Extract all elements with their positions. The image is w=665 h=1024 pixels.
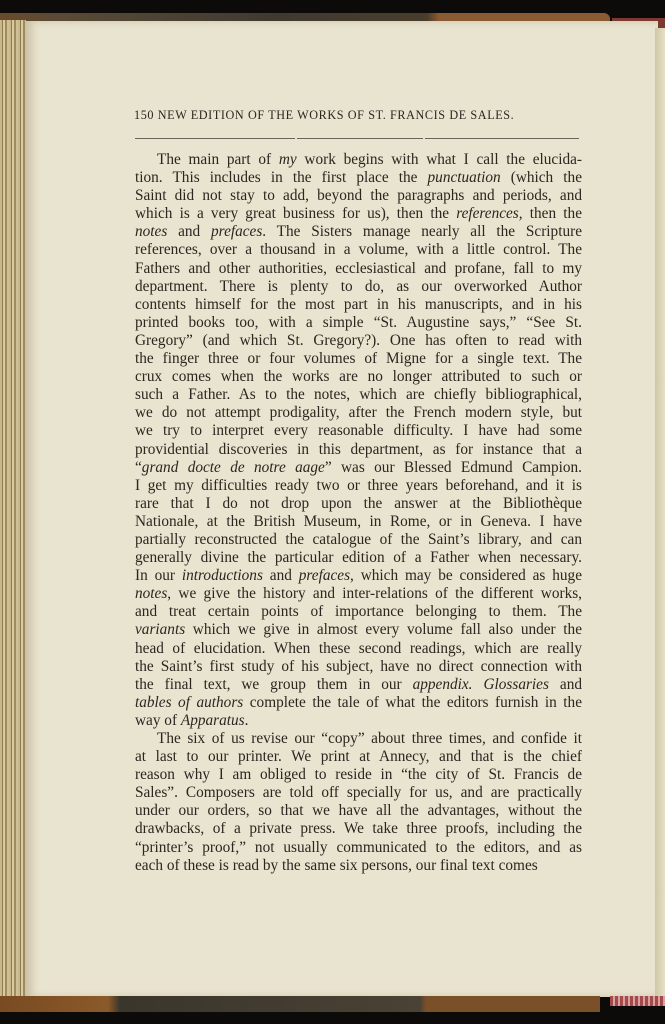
- text-run: we do not attempt prodigality, after the French modern style, but: [135, 404, 582, 422]
- text-line: [135, 169, 582, 187]
- text-line: [135, 694, 582, 712]
- body-text: [135, 151, 582, 875]
- text-run: and: [262, 567, 299, 585]
- text-run: providential discoveries in this department, as for instance that a: [135, 440, 582, 458]
- text-run: which we give in almost every volume fall also under the: [185, 621, 582, 639]
- text-line: [135, 802, 582, 820]
- text-run: (which the: [500, 169, 582, 187]
- text-run: way of: [135, 711, 181, 729]
- italic-text: my: [278, 151, 297, 168]
- text-run: each of these is read by the same six persons, our final text comes: [135, 856, 538, 874]
- text-run: [473, 676, 484, 693]
- text-run: complete the tale of what the editors furnish in the: [243, 693, 582, 711]
- text-line: [135, 839, 582, 857]
- page-edges-left: [0, 20, 26, 1000]
- text-run: then the: [522, 205, 582, 223]
- text-line: [135, 187, 582, 205]
- text-run: rare that I do not drop upon the answer at the Bibliothèque: [135, 494, 582, 512]
- text-run: drawbacks, of a private press. We take three proofs, including the: [135, 820, 582, 838]
- text-line: [135, 820, 582, 838]
- italic-text: Apparatus: [180, 711, 245, 729]
- text-line: [135, 296, 582, 314]
- text-run: work begins with what I call the elucida-: [296, 151, 582, 168]
- text-line: [135, 857, 582, 875]
- text-run: Nationale, at the British Museum, in Rome, or in Geneva. I have: [135, 512, 582, 530]
- text-line: [135, 658, 582, 676]
- book-cover-bottom-right: [610, 996, 665, 1006]
- text-line: [135, 278, 582, 296]
- text-line: [135, 368, 582, 386]
- running-header: [134, 108, 574, 123]
- text-line: [135, 640, 582, 658]
- text-run: department. There is plenty to do, as our overworked Author: [135, 277, 582, 295]
- text-run: “printer’s proof,” not usually communicated to the editors, and as: [135, 838, 582, 856]
- text-run: tion. This includes in the first place the: [135, 169, 428, 187]
- text-line: [135, 603, 582, 621]
- text-run: “: [135, 458, 142, 476]
- italic-text: punctuation: [427, 169, 501, 187]
- text-line: [135, 621, 582, 639]
- text-run: generally divine the particular edition of a Father when necessary.: [135, 549, 582, 567]
- italic-text: tables of authors: [135, 693, 244, 711]
- text-run: and treat certain points of importance belonging to them. The: [135, 603, 582, 621]
- italic-text: references,: [456, 205, 523, 223]
- text-run: head of elucidation. When these second readings, which are really: [135, 639, 582, 657]
- text-run: The six of us revise our “copy” about three times, and confide it: [157, 730, 582, 747]
- text-run: reason why I am obliged to reside in “the city of St. Francis de: [135, 766, 582, 784]
- text-run: Sales”. Composers are told off specially for us, and are practically: [135, 784, 582, 802]
- text-line: [135, 585, 582, 603]
- text-line: [135, 459, 582, 477]
- running-title: NEW EDITION OF THE WORKS OF ST. FRANCIS DE SALES.: [157, 108, 515, 122]
- italic-text: variants: [135, 621, 186, 639]
- text-run: Saint did not stay to add, beyond the paragraphs and periods, and: [135, 187, 582, 205]
- italic-text: prefaces: [298, 567, 351, 585]
- book-cover-bottom: [0, 996, 600, 1012]
- text-run: which is a very great business for us), then the: [135, 205, 457, 223]
- text-run: ” was our Blessed Edmund Campion.: [324, 458, 582, 476]
- rule-segment: [135, 138, 295, 139]
- text-run: under our orders, so that we have all the advantages, without the: [135, 802, 582, 820]
- header-rule: [135, 138, 579, 139]
- text-run: the Saint’s first study of his subject, have no direct connection with: [135, 657, 582, 675]
- italic-text: Glossaries: [483, 675, 549, 693]
- italic-text: appendix.: [412, 675, 473, 693]
- text-line: [135, 151, 582, 169]
- page-number: 150: [134, 108, 155, 122]
- text-line: [135, 784, 582, 802]
- text-run: In our: [135, 567, 182, 585]
- text-line: [135, 386, 582, 404]
- text-line: [135, 441, 582, 459]
- text-line: [135, 567, 582, 585]
- text-line: [135, 332, 582, 350]
- rule-segment: [425, 138, 579, 139]
- text-run: Fathers and other authorities, ecclesiastical and profane, fall to my: [135, 259, 582, 277]
- text-line: [135, 350, 582, 368]
- text-run: . The Sisters manage nearly all the Scripture: [262, 223, 582, 241]
- text-run: .: [244, 711, 249, 729]
- text-line: [135, 404, 582, 422]
- italic-text: notes: [135, 585, 168, 603]
- text-run: the finger three or four volumes of Migne for a single text. The: [135, 350, 582, 368]
- text-line: [135, 748, 582, 766]
- text-line: [135, 314, 582, 332]
- text-line: [135, 676, 582, 694]
- text-line: [135, 241, 582, 259]
- text-run: the final text, we group them in our: [135, 675, 413, 693]
- italic-text: prefaces: [211, 223, 263, 241]
- italic-text: notes: [135, 223, 168, 241]
- page-edges-right: [655, 28, 665, 996]
- text-run: Gregory” (and which St. Gregory?). One has often to read with: [135, 331, 582, 349]
- text-run: crux comes when the works are no longer attributed to such or: [135, 368, 582, 386]
- text-line: [135, 477, 582, 495]
- text-line: [135, 712, 582, 730]
- paragraph: [135, 730, 582, 875]
- paragraph: [135, 151, 582, 730]
- text-run: we try to interpret every reasonable difficulty. I have had some: [135, 422, 582, 440]
- text-run: printed books too, with a simple “St. Augustine says,” “See St.: [135, 313, 582, 331]
- text-run: , which may be considered as huge: [350, 567, 582, 585]
- text-run: and: [167, 223, 212, 241]
- text-line: [135, 549, 582, 567]
- text-run: The main part of: [157, 151, 279, 168]
- text-line: [135, 513, 582, 531]
- rule-segment: [297, 138, 423, 139]
- text-line: [135, 260, 582, 278]
- text-line: [135, 205, 582, 223]
- text-run: at last to our printer. We print at Annecy, and that is the chief: [135, 748, 582, 766]
- text-run: contents himself for the most part in his manuscripts, and in his: [135, 295, 582, 313]
- text-run: such a Father. As to the notes, which are chiefly bibliographical,: [135, 386, 582, 404]
- italic-text: introductions: [181, 567, 263, 585]
- text-run: I get my difficulties ready two or three years beforehand, and it is: [135, 476, 582, 494]
- text-line: [135, 422, 582, 440]
- text-line: [135, 495, 582, 513]
- text-run: and: [548, 675, 582, 693]
- italic-text: grand docte de notre aage: [141, 458, 325, 476]
- text-line: [135, 766, 582, 784]
- text-line: [135, 531, 582, 549]
- text-run: partially reconstructed the catalogue of the Saint’s library, and can: [135, 530, 582, 548]
- text-line: [135, 223, 582, 241]
- text-line: [135, 730, 582, 748]
- text-run: , we give the history and inter-relations of the different works,: [167, 585, 582, 603]
- text-run: references, over a thousand in a volume, with a little control. The: [135, 241, 582, 259]
